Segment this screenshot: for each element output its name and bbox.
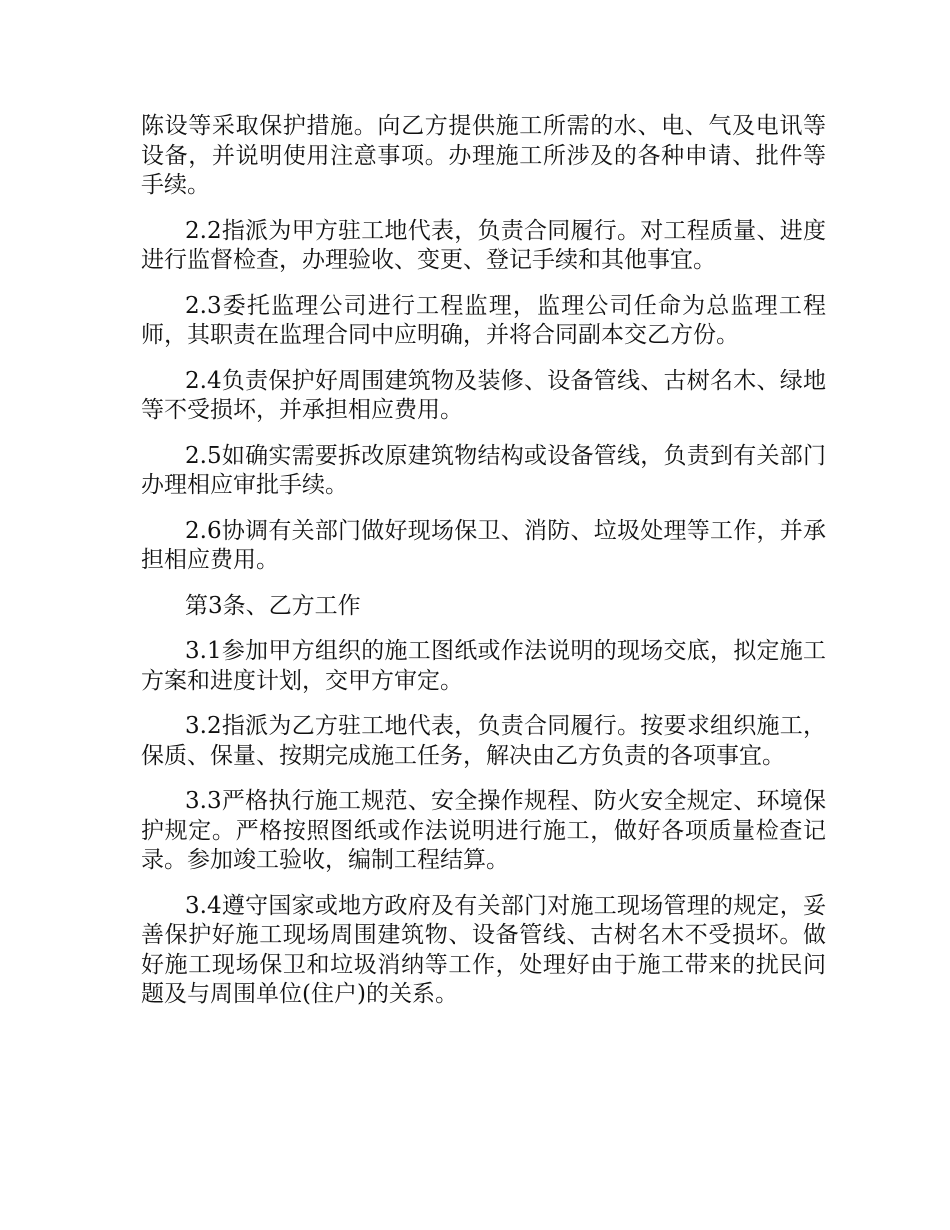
- paragraph-1: 陈设等采取保护措施。向乙方提供施工所需的水、电、气及电讯等设备，并说明使用注意事项。办理施工所涉及的各种申请、批件等手续。: [141, 113, 826, 198]
- paragraph-2-6: 2.6协调有关部门做好现场保卫、消防、垃圾处理等工作，并承担相应费用。: [141, 517, 826, 573]
- paragraph-3-2: 3.2指派为乙方驻工地代表，负责合同履行。按要求组织施工，保质、保量、按期完成施工任务，解决由乙方负责的各项事宜。: [141, 713, 826, 769]
- paragraph-3-3: 3.3严格执行施工规范、安全操作规程、防火安全规定、环境保护规定。严格按照图纸或作法说明进行施工，做好各项质量检查记录。参加竣工验收，编制工程结算。: [141, 788, 826, 873]
- paragraph-2-3: 2.3委托监理公司进行工程监理，监理公司任命为总监理工程师，其职责在监理合同中应明确，并将合同副本交乙方份。: [141, 292, 826, 348]
- paragraph-2-5: 2.5如确实需要拆改原建筑物结构或设备管线，负责到有关部门办理相应审批手续。: [141, 442, 826, 498]
- paragraph-3-1: 3.1参加甲方组织的施工图纸或作法说明的现场交底，拟定施工方案和进度计划，交甲方审定。: [141, 638, 826, 694]
- paragraph-3-4: 3.4遵守国家或地方政府及有关部门对施工现场管理的规定，妥善保护好施工现场周围建筑物、设备管线、古树名木不受损坏。做好施工现场保卫和垃圾消纳等工作，处理好由于施工带来的扰民问题及与周围单位(住户)的关系。: [141, 892, 826, 1007]
- paragraph-2-2: 2.2指派为甲方驻工地代表，负责合同履行。对工程质量、进度进行监督检查，办理验收、变更、登记手续和其他事宜。: [141, 217, 826, 273]
- document-body: [141, 112, 826, 1026]
- paragraph-2-4: 2.4负责保护好周围建筑物及装修、设备管线、古树名木、绿地等不受损坏，并承担相应费用。: [141, 367, 826, 423]
- section-heading-article-3: 第3条、乙方工作: [185, 592, 361, 619]
